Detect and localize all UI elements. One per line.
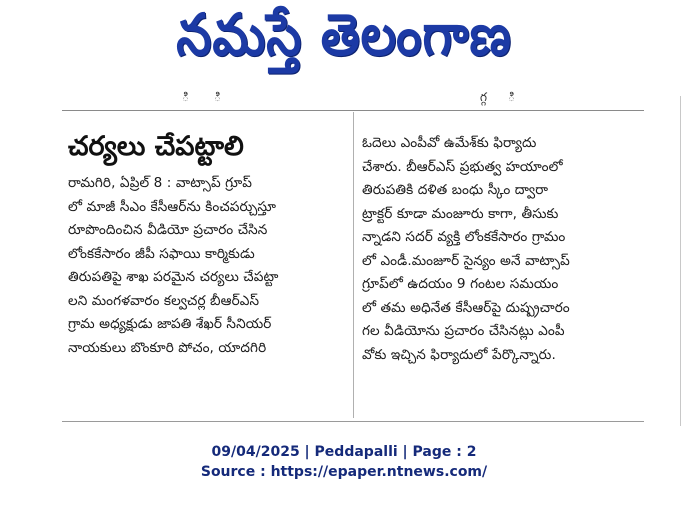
article-line: నాయకులు బొంకూరి పోచం, యాదగిరి [68, 339, 267, 356]
article-line: లో ఎండీ.మంజూర్ సైన్యం అనే వాట్సాప్ [362, 252, 570, 269]
article-line: లోంకకేసారం జీపీ సఫాయి కార్మికుడు [68, 245, 255, 262]
top-rule [62, 110, 644, 111]
article-line: రూపొందించిన వీడియో ప్రచారం చేసిన [68, 222, 268, 238]
article-line: వోకు ఇచ్చిన ఫిర్యాదులో పేర్కొన్నారు. [362, 346, 556, 363]
article-line: ఓదెలు ఎంపీవో ఉమేశ్‌కు ఫిర్యాదు [362, 135, 537, 151]
cut-fragment: ి [214, 90, 227, 104]
cut-fragment: ి [508, 90, 521, 104]
edition-info: 09/04/2025 | Peddapalli | Page : 2 [211, 444, 477, 460]
article-line: గల వీడియోను ప్రచారం చేసినట్లు ఎంపీ [362, 323, 565, 339]
column-divider [353, 112, 354, 418]
article-line: లని మంగళవారం కల్వచర్ల బీఆర్‌ఎస్ [68, 292, 260, 309]
page-footer [0, 442, 688, 482]
article-line: లో మాజీ సీఎం కేసీఆర్‌ను కించపర్చుస్తూ [68, 198, 277, 215]
article-line: గ్రామ అధ్యక్షుడు జాపతి శేఖర్ సీనియర్ [68, 316, 272, 332]
page-edge-divider [680, 96, 681, 426]
article-line: న్నాడని సదర్ వ్యక్తి లోంకకేసారం గ్రామం [362, 229, 566, 245]
article-right-column [362, 132, 642, 367]
article-line: చేశారు. బీఆర్‌ఎస్ ప్రభుత్వ హయాంలో [362, 158, 563, 175]
article-left-column [68, 116, 344, 360]
article-line: గ్రూప్‌లో ఉదయం 9 గంటల సమయం [362, 276, 559, 292]
cut-text-strip [62, 88, 644, 108]
masthead [0, 0, 688, 84]
bottom-rule [62, 421, 644, 422]
article-line: ట్రాక్టర్ కూడా మంజూరు కాగా, తీసుకు [362, 205, 559, 222]
newspaper-logo-title: నమస్తే తెలంగాణ [176, 1, 512, 68]
article-headline: చర్యలు చేపట్టాలి [68, 131, 244, 162]
article-line: తిరుపతికి దళిత బంధు స్కీం ద్వారా [362, 182, 549, 198]
article-clipping [62, 88, 644, 422]
cut-fragment: ి [182, 90, 195, 104]
article-line: లో తమ అధినేత కేసీఆర్‌పై దుష్ప్రచారం [362, 299, 570, 316]
article-line: రామగిరి, ఏప్రిల్ 8 : వాట్సాప్ గ్రూప్ [68, 175, 253, 191]
article-line: తిరుపతిపై శాఖ పరమైన చర్యలు చేపట్టా [68, 269, 279, 285]
cut-fragment: గ్గ [480, 90, 493, 104]
source-link[interactable]: Source : https://epaper.ntnews.com/ [200, 464, 488, 480]
